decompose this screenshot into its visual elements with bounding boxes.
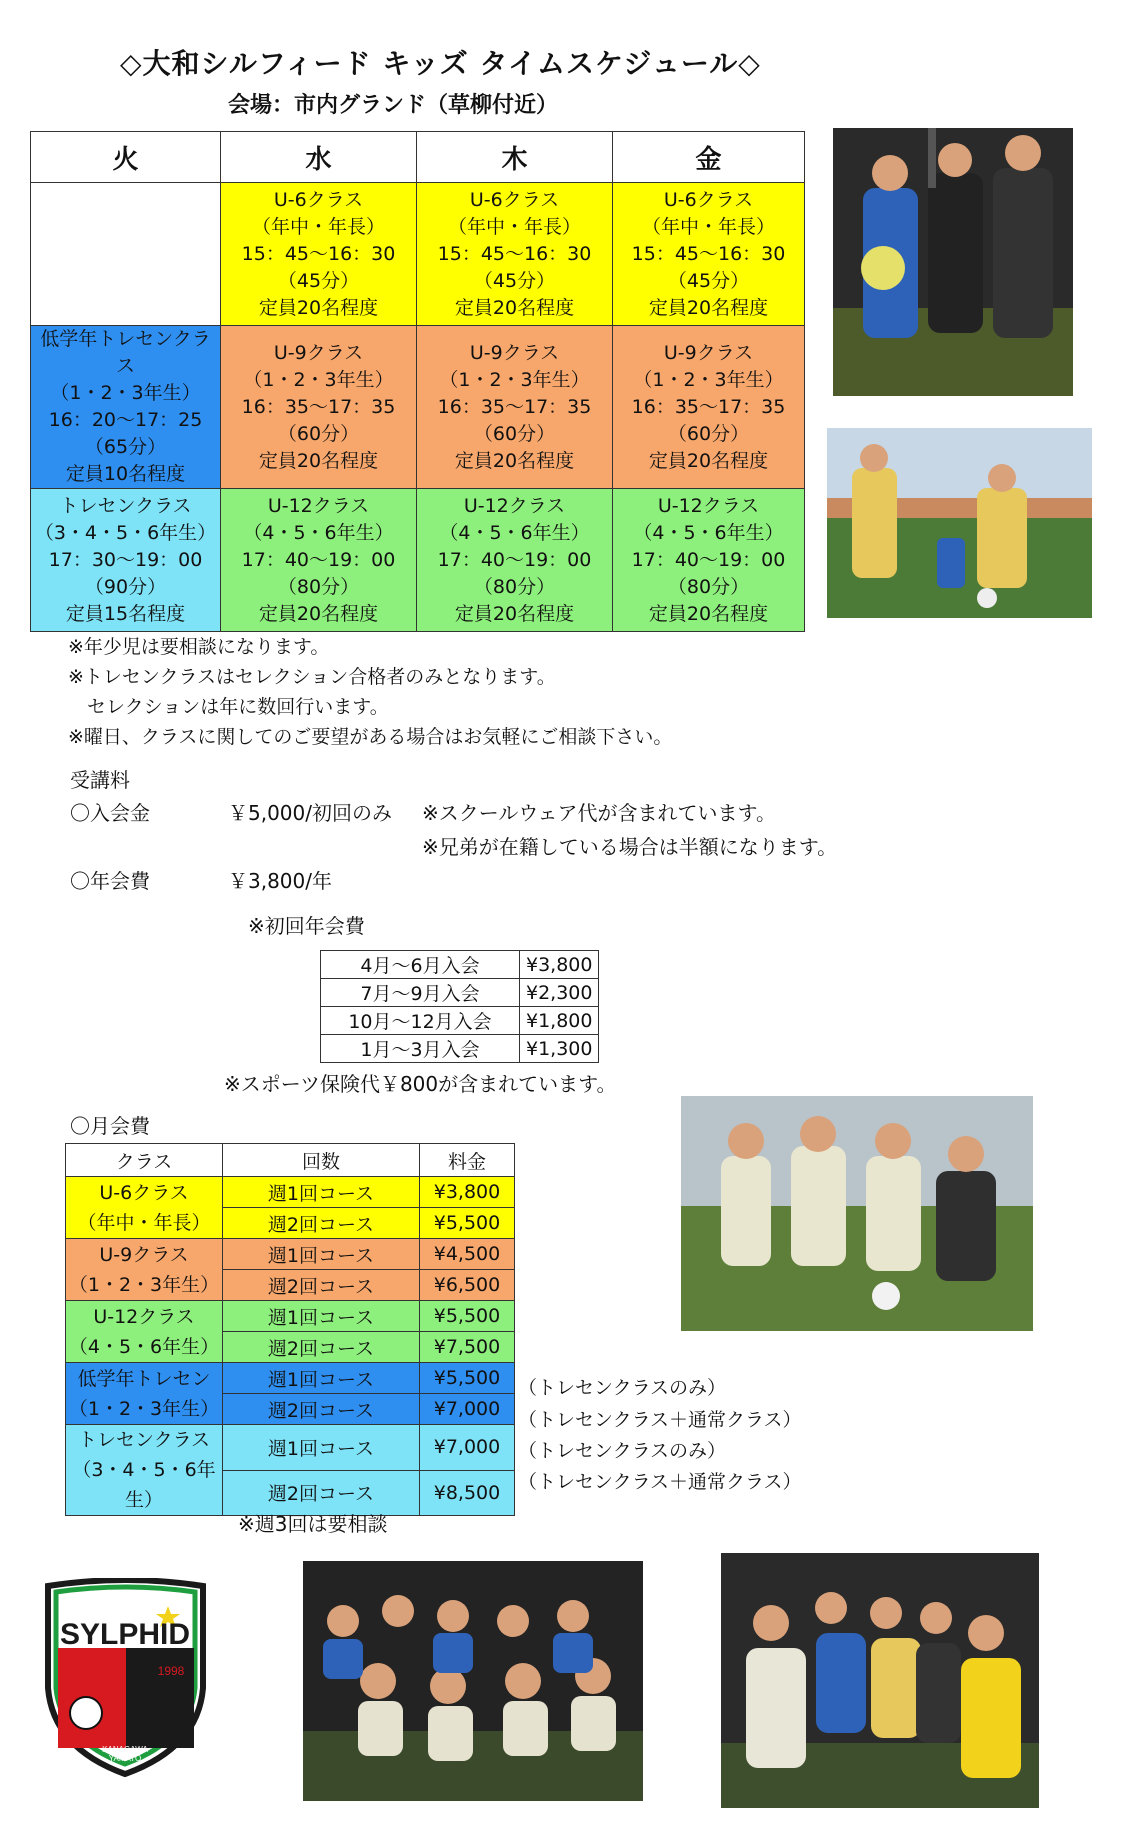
fees-heading: 受講料	[70, 768, 130, 792]
class-name: U-9クラス	[469, 341, 560, 364]
photo-kids-night	[833, 128, 1073, 396]
table-row	[66, 1363, 515, 1394]
class-capacity: 定員20名程度	[258, 602, 379, 625]
fee-side-note: （トレセンクラス＋通常クラス）	[518, 1409, 802, 1431]
class-capacity: 定員20名程度	[648, 296, 769, 319]
class-time: 17：40～19：00	[631, 548, 786, 571]
class-duration: （90分）	[84, 575, 167, 598]
fee-side-note: （トレセンクラスのみ）	[518, 1440, 727, 1462]
class-name: U-6クラス	[663, 188, 754, 211]
course-cell: 週2回コース	[223, 1332, 420, 1363]
class-name: トレセンクラス	[59, 494, 192, 517]
photo-team-huddle	[721, 1553, 1039, 1808]
class-name: U-9クラス	[273, 341, 364, 364]
first-year-heading: ※初回年会費	[248, 914, 365, 938]
class-capacity: 定員20名程度	[648, 449, 769, 472]
fee-cell: ¥7,000	[420, 1425, 515, 1471]
class-cell	[66, 1177, 223, 1239]
class-capacity: 定員20名程度	[454, 449, 575, 472]
course-cell: 週2回コース	[223, 1470, 420, 1516]
note-line: ※年少児は要相談になります。	[68, 636, 330, 658]
class-duration: （45分）	[277, 269, 360, 292]
logo-text: SYLPHID	[59, 1618, 191, 1651]
amount-cell: ¥2,300	[520, 979, 599, 1007]
class-name: トレセンクラス	[77, 1429, 211, 1451]
class-time: 15：45～16：30	[241, 242, 396, 265]
table-row	[66, 1177, 515, 1208]
photo-kids-dribble	[681, 1096, 1033, 1331]
class-name: U-12クラス	[93, 1305, 195, 1328]
class-name: U-9クラス	[99, 1243, 189, 1266]
schedule-header-row	[31, 132, 805, 183]
class-time: 16：35～17：35	[437, 395, 592, 418]
course-cell: 週2回コース	[223, 1394, 420, 1425]
course-cell: 週1回コース	[223, 1425, 420, 1471]
class-time: 16：35～17：35	[631, 395, 786, 418]
class-grade: （3・4・5・6年生）	[34, 521, 217, 544]
class-grade: （1・2・3年生）	[439, 368, 590, 391]
note-line: ※曜日、クラスに関してのご要望がある場合はお気軽にご相談下さい。	[68, 726, 673, 748]
course-cell: 週1回コース	[223, 1363, 420, 1394]
class-capacity: 定員10名程度	[65, 463, 186, 485]
day-header-tue: 火	[31, 132, 221, 183]
class-duration: （45分）	[473, 269, 556, 292]
class-name: U-6クラス	[469, 188, 560, 211]
schedule-cell	[31, 489, 221, 632]
annual-fee-amount: ￥3,800/年	[228, 869, 332, 893]
class-grade: （4・5・6年生）	[439, 521, 590, 544]
schedule-cell	[417, 183, 613, 326]
schedule-cell	[417, 326, 613, 489]
class-name: U-6クラス	[99, 1181, 189, 1204]
weekly3-note: ※週3回は要相談	[238, 1512, 388, 1536]
amount-cell: ¥1,800	[520, 1007, 599, 1035]
amount-cell: ¥3,800	[520, 951, 599, 979]
entry-fee-note: ※兄弟が在籍している場合は半額になります。	[422, 835, 838, 859]
column-header: 回数	[223, 1144, 420, 1177]
first-year-fee-table	[320, 950, 599, 1063]
table-row	[66, 1301, 515, 1332]
photo-team-group	[303, 1561, 643, 1801]
fee-cell: ¥3,800	[420, 1177, 515, 1208]
class-duration: （80分）	[667, 575, 750, 598]
annual-fee-label: 〇年会費	[70, 869, 150, 893]
period-cell: 7月～9月入会	[321, 979, 520, 1007]
fee-cell: ¥5,500	[420, 1208, 515, 1239]
course-cell: 週2回コース	[223, 1208, 420, 1239]
table-row	[321, 1035, 599, 1063]
class-grade: （1・2・3年生）	[50, 382, 201, 404]
logo-place: YAMATO	[108, 1754, 142, 1763]
table-row	[66, 1239, 515, 1270]
class-capacity: 定員20名程度	[454, 296, 575, 319]
schedule-cell-empty	[31, 183, 221, 326]
column-header: クラス	[66, 1144, 223, 1177]
class-name: 低学年トレセンクラス	[40, 328, 211, 377]
period-cell: 10月～12月入会	[321, 1007, 520, 1035]
day-header-thu: 木	[417, 132, 613, 183]
schedule-table	[30, 131, 805, 632]
class-grade: （年中・年長）	[77, 1211, 211, 1234]
course-cell: 週2回コース	[223, 1270, 420, 1301]
class-capacity: 定員20名程度	[258, 296, 379, 319]
class-capacity: 定員20名程度	[454, 602, 575, 625]
class-time: 15：45～16：30	[437, 242, 592, 265]
column-header: 料金	[420, 1144, 515, 1177]
class-duration: （60分）	[667, 422, 750, 445]
note-line: ※トレセンクラスはセレクション合格者のみとなります。	[68, 666, 556, 688]
fee-side-note: （トレセンクラスのみ）	[518, 1377, 727, 1399]
class-duration: （60分）	[473, 422, 556, 445]
course-cell: 週1回コース	[223, 1177, 420, 1208]
club-logo	[38, 1578, 213, 1778]
class-grade: （1・2・3年生）	[633, 368, 784, 391]
monthly-fee-table	[65, 1143, 515, 1516]
schedule-cell	[613, 326, 805, 489]
insurance-note: ※スポーツ保険代￥800が含まれています。	[224, 1072, 617, 1096]
fee-cell: ¥8,500	[420, 1470, 515, 1516]
course-cell: 週1回コース	[223, 1301, 420, 1332]
amount-cell: ¥1,300	[520, 1035, 599, 1063]
class-grade: （年中・年長）	[251, 215, 385, 238]
schedule-cell	[613, 183, 805, 326]
class-time: 17：40～19：00	[241, 548, 396, 571]
class-grade: （4・5・6年生）	[633, 521, 784, 544]
class-duration: （45分）	[667, 269, 750, 292]
fee-cell: ¥7,000	[420, 1394, 515, 1425]
class-time: 15：45～16：30	[631, 242, 786, 265]
period-cell: 1月～3月入会	[321, 1035, 520, 1063]
fee-cell: ¥5,500	[420, 1301, 515, 1332]
table-header-row	[66, 1144, 515, 1177]
class-cell	[66, 1425, 223, 1516]
class-name: U-12クラス	[463, 494, 566, 517]
class-grade: （4・5・6年生）	[243, 521, 394, 544]
fee-side-note: （トレセンクラス＋通常クラス）	[518, 1471, 802, 1493]
entry-fee-label: 〇入会金	[70, 801, 150, 825]
schedule-cell	[613, 489, 805, 632]
fee-cell: ¥6,500	[420, 1270, 515, 1301]
class-grade: （1・2・3年生）	[243, 368, 394, 391]
class-name: 低学年トレセン	[77, 1367, 211, 1390]
class-cell	[66, 1301, 223, 1363]
schedule-row-u6	[31, 183, 805, 326]
class-time: 16：35～17：35	[241, 395, 396, 418]
class-duration: （80分）	[473, 575, 556, 598]
class-grade: （4・5・6年生）	[68, 1335, 220, 1358]
schedule-cell	[31, 326, 221, 489]
table-row	[321, 979, 599, 1007]
entry-fee-amount: ￥5,000/初回のみ	[228, 801, 392, 825]
schedule-cell	[417, 489, 613, 632]
class-time: 17：40～19：00	[437, 548, 592, 571]
class-cell	[66, 1363, 223, 1425]
class-grade: （1・2・3年生）	[68, 1273, 220, 1296]
schedule-row-u12	[31, 489, 805, 632]
day-header-wed: 水	[221, 132, 417, 183]
class-name: U-6クラス	[273, 188, 364, 211]
table-row	[321, 1007, 599, 1035]
page-title: ◇大和シルフィード キッズ タイムスケジュール◇	[120, 47, 761, 80]
schedule-cell	[221, 489, 417, 632]
class-name: U-12クラス	[657, 494, 760, 517]
logo-place: KANAGAWA	[102, 1745, 148, 1754]
schedule-cell	[221, 326, 417, 489]
class-duration: （65分）	[84, 436, 167, 458]
class-time: 17：30～19：00	[48, 548, 203, 571]
course-cell: 週1回コース	[223, 1239, 420, 1270]
class-duration: （80分）	[277, 575, 360, 598]
photo-kids-match	[827, 428, 1092, 618]
note-line: セレクションは年に数回行います。	[68, 696, 389, 718]
fee-cell: ¥4,500	[420, 1239, 515, 1270]
class-grade: （3・4・5・6年生）	[72, 1459, 216, 1511]
monthly-fee-label: 〇月会費	[70, 1114, 150, 1138]
class-name: U-9クラス	[663, 341, 754, 364]
fee-cell: ¥5,500	[420, 1363, 515, 1394]
class-cell	[66, 1239, 223, 1301]
logo-year: 1998	[157, 1664, 185, 1678]
class-capacity: 定員15名程度	[65, 602, 186, 625]
venue-label: 会場：市内グランド（草柳付近）	[228, 93, 559, 118]
table-row	[321, 951, 599, 979]
entry-fee-note: ※スクールウェア代が含まれています。	[422, 801, 776, 825]
class-capacity: 定員20名程度	[258, 449, 379, 472]
fee-cell: ¥7,500	[420, 1332, 515, 1363]
period-cell: 4月～6月入会	[321, 951, 520, 979]
class-grade: （1・2・3年生）	[68, 1397, 220, 1420]
class-grade: （年中・年長）	[447, 215, 581, 238]
day-header-fri: 金	[613, 132, 805, 183]
class-capacity: 定員20名程度	[648, 602, 769, 625]
class-name: U-12クラス	[267, 494, 370, 517]
class-duration: （60分）	[277, 422, 360, 445]
class-time: 16：20～17：25	[48, 409, 203, 431]
class-grade: （年中・年長）	[641, 215, 775, 238]
schedule-cell	[221, 183, 417, 326]
table-row	[66, 1425, 515, 1471]
schedule-row-u9	[31, 326, 805, 489]
